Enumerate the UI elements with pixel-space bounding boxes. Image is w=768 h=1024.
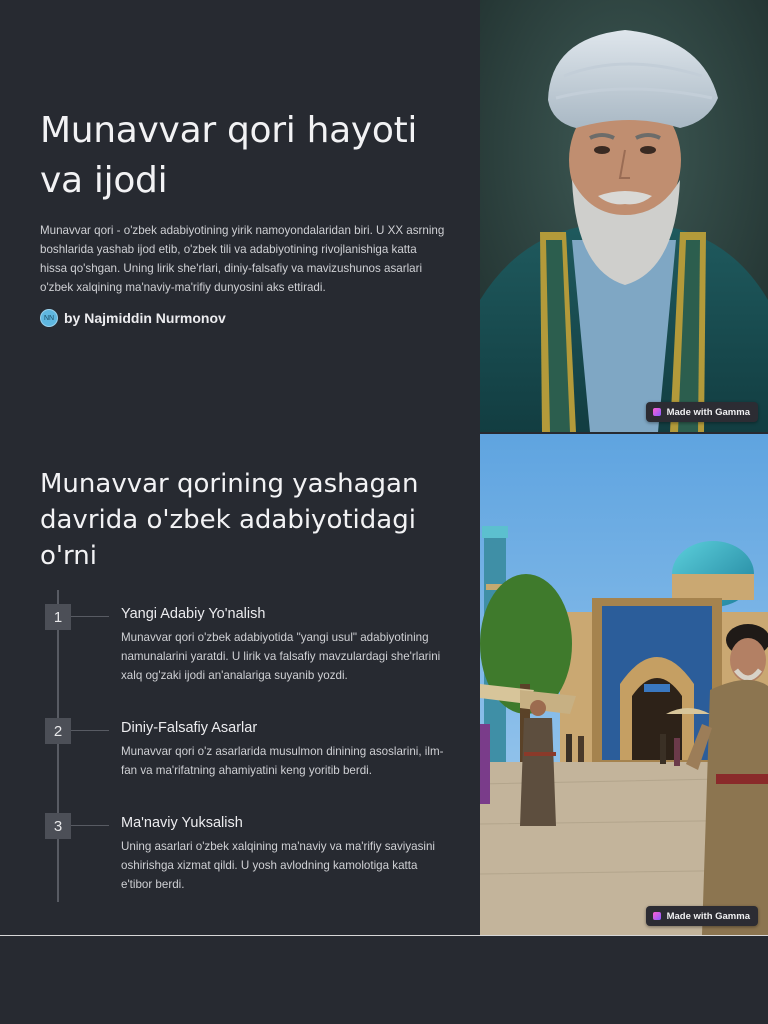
slide-1-title: Munavvar qori hayoti va ijodi <box>40 110 418 201</box>
made-with-gamma-label: Made with Gamma <box>666 406 750 418</box>
step-connector <box>71 616 109 617</box>
slide-2-title: Munavvar qorining yashagan davrida o'zbek adabiyotidagi o'rni <box>40 469 419 571</box>
gamma-logo-icon <box>653 408 661 416</box>
step-description: Munavvar qori o'z asarlarida musulmon dinining asoslarini, ilm-fan va ma'rifatning ahamiyatini keng yoritib berdi. <box>121 745 444 777</box>
author-name: by Najmiddin Nurmonov <box>64 310 226 326</box>
step-description: Munavvar qori o'zbek adabiyotida "yangi usul" adabiyotining namunalarini yaratdi. U lirik va falsafiy mavzulardagi she'rlarini xalq og'zaki ijodi an'analariga suyanib yozdi. <box>121 631 441 682</box>
samarkand-scene-image <box>480 434 768 935</box>
portrait-illustration <box>480 0 768 432</box>
author-avatar: NN <box>40 309 58 327</box>
step-number: 3 <box>45 813 71 839</box>
gamma-logo-icon <box>653 912 661 920</box>
step-connector <box>71 825 109 826</box>
portrait-image <box>480 0 768 432</box>
step-description: Uning asarlari o'zbek xalqining ma'naviy va ma'rifiy saviyasini oshirishga xizmat qildi. U yosh avlodning kamolotiga katta e'tibor berdi. <box>121 840 436 891</box>
slide-1-text-column <box>0 0 480 432</box>
made-with-gamma-badge[interactable] <box>646 402 758 422</box>
slide-1-lead-paragraph: Munavvar qori - o'zbek adabiyotining yirik namoyondalaridan biri. U XX asrning boshlarida yashab ijod etib, o'zbek tili va adabiyotining rivojlanishiga katta hissa qo'shgan. Uning lirik she'rlari, diniy-falsafiy va mavizushunos asarlari o'zbek xalqining ma'naviy-ma'rifiy dunyosini aks ettiradi. <box>40 224 445 294</box>
slide-2 <box>0 434 768 936</box>
step-connector <box>71 730 109 731</box>
made-with-gamma-label: Made with Gamma <box>666 910 750 922</box>
made-with-gamma-badge[interactable] <box>646 906 758 926</box>
slide-1 <box>0 0 768 432</box>
timeline-line <box>57 590 59 902</box>
step-title: Diniy-Falsafiy Asarlar <box>121 720 258 736</box>
step-number: 1 <box>45 604 71 630</box>
samarkand-illustration <box>480 434 768 935</box>
slide-2-text-column <box>0 434 480 935</box>
step-title: Ma'naviy Yuksalish <box>121 815 243 831</box>
step-title: Yangi Adabiy Yo'nalish <box>121 606 266 622</box>
step-number: 2 <box>45 718 71 744</box>
author-byline <box>40 308 226 328</box>
